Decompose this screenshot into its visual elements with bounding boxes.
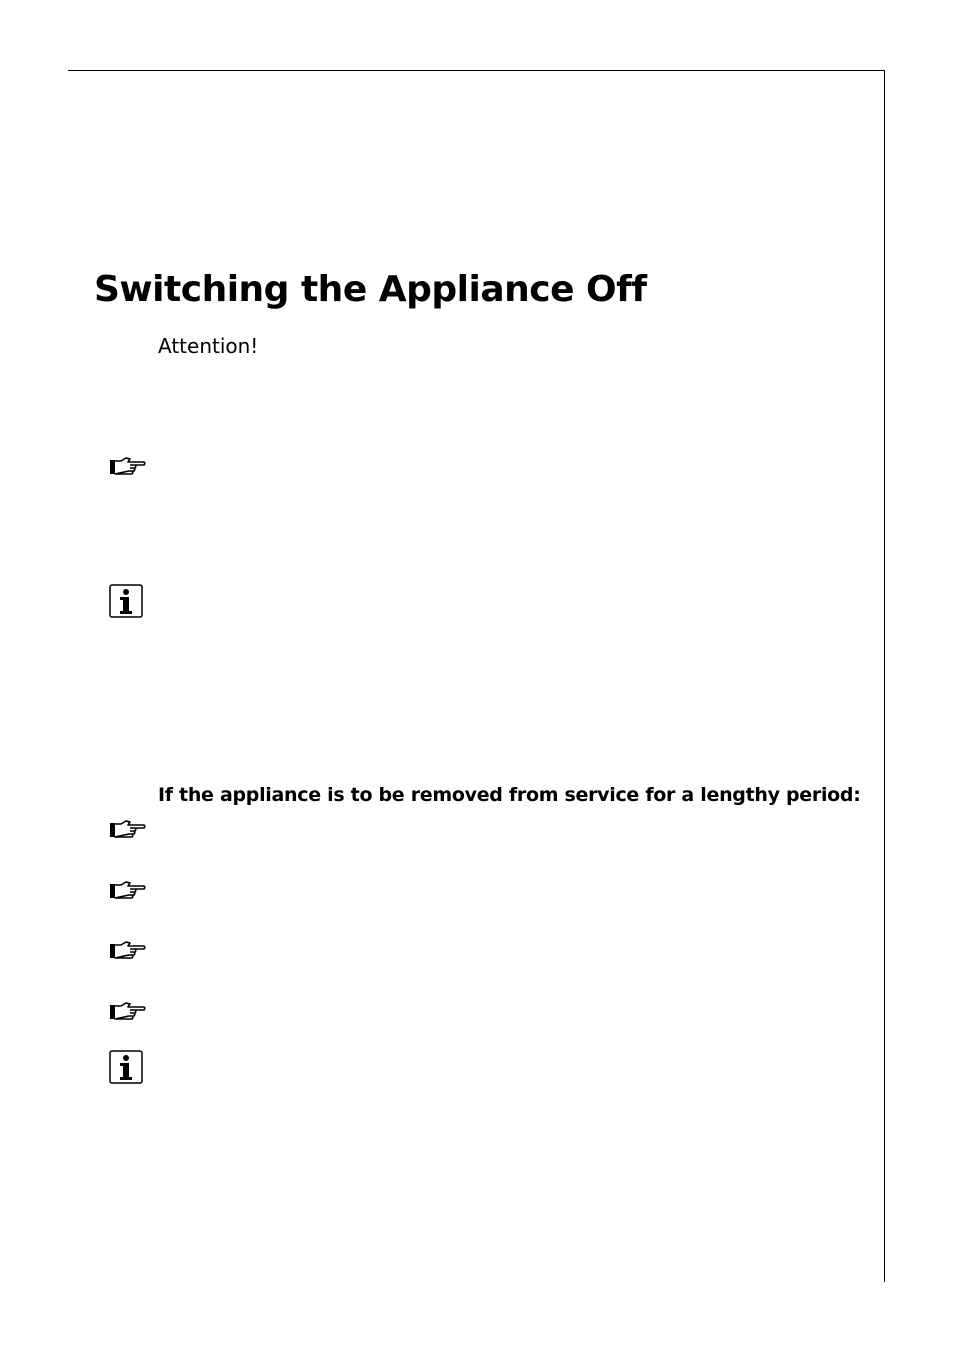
pointing-hand-icon <box>108 456 146 478</box>
pointing-hand-icon <box>108 819 146 841</box>
margin-rule <box>884 70 885 1282</box>
pointing-hand-icon <box>108 1001 146 1023</box>
info-icon <box>109 1050 143 1084</box>
section-title: Switching the Appliance Off <box>94 269 647 310</box>
info-icon <box>109 584 143 618</box>
header-rule <box>68 70 885 71</box>
subheading: If the appliance is to be removed from service for a lengthy period: <box>158 784 861 806</box>
pointing-hand-icon <box>108 940 146 962</box>
pointing-hand-icon <box>108 880 146 902</box>
attention-label: Attention! <box>158 334 259 358</box>
